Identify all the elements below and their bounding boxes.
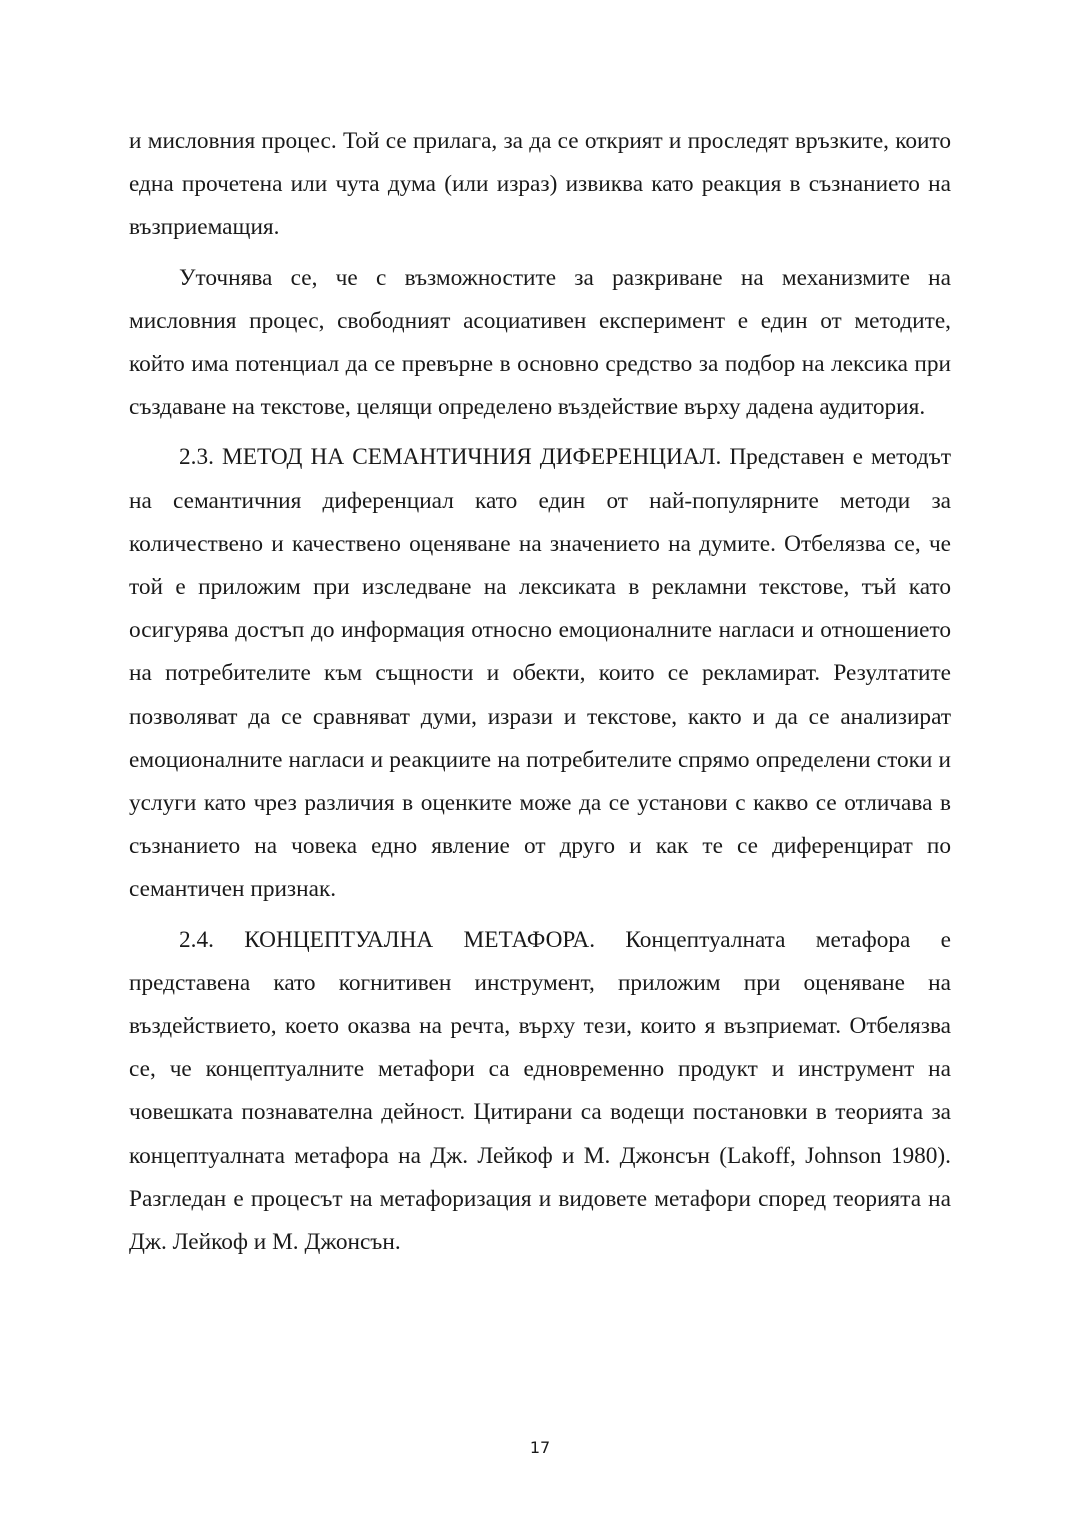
page-number: 17 [529,1438,551,1457]
paragraph-continuation: и мисловния процес. Той се прилага, за да се открият и проследят връзките, които една прочетена или чута дума (или израз) извиква като реакция в съзнанието на възприемащия. [129,128,951,241]
paragraph-semantic-differential: 2.3. МЕТОД НА СЕМАНТИЧНИЯ ДИФЕРЕНЦИАЛ. Представен е методът на семантичния диференциал като един от най-популярните методи за количествено и качествено оценяване на значението на думите. Отбелязва се, че той е приложим при изследване на лексиката в рекламни текстове, тъй като осигурява достъп до информация относно емоционалните нагласи и отношението на потребителите към същности и обекти, които се рекламират. Резултатите позволяват да се сравняват думи, изрази и текстове, както и да се анализират емоционалните нагласи и реакциите на потребителите спрямо определени стоки и услуги като чрез различия в оценките може да се установи с какво се отличава в съзнанието на човека едно явление от друго и как те се диференцират по семантичен признак. [129,444,951,903]
paragraph-conceptual-metaphor: 2.4. КОНЦЕПТУАЛНА МЕТАФОРА. Концептуалната метафора е представена като когнитивен инструмент, приложим при оценяване на въздействието, което оказва на речта, върху тези, които я възприемат. Отбелязва се, че концептуалните метафори са едновременно продукт и инструмент на човешката познавателна дейност. Цитирани са водещи постановки в теорията за концептуалната метафора на Дж. Лейкоф и М. Джонсън (Lakoff, Johnson 1980). Разгледан е процесът на метафоризация и видовете метафори според теорията на Дж. Лейкоф и М. Джонсън. [129,926,951,1256]
page-body [129,120,951,1350]
paragraph-association-method: Уточнява се, че с възможностите за разкриване на механизмите на мисловния процес, свободният асоциативен експеримент е един от методите, който има потенциал да се превърне в основно средство за подбор на лексика при създаване на текстове, целящи определено въздействие върху дадена аудитория. [129,264,951,421]
